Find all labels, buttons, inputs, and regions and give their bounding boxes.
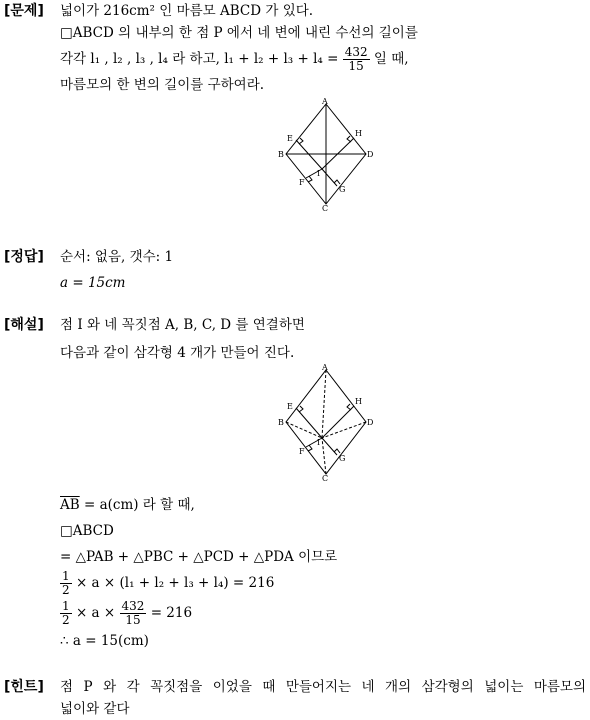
label2-i: I (317, 438, 321, 447)
perp2-e (296, 408, 322, 438)
eq2-fraction (60, 600, 72, 627)
segment-ia (322, 370, 326, 438)
right-angle-e (299, 138, 303, 144)
eq2-mid: × a × (75, 605, 116, 621)
eq2-fraction-2 (120, 600, 147, 627)
perp2-g (322, 438, 337, 455)
problem-fraction (343, 46, 370, 73)
eq1-fraction (60, 570, 72, 597)
solution-line-1: 점 I 와 네 꼭짓점 A, B, C, D 를 연결하면 (60, 317, 305, 333)
problem-fraction-den: 15 (348, 59, 364, 73)
rhombus-figure-1 (276, 98, 378, 212)
label-g: G (339, 185, 346, 194)
segment-ib (286, 422, 322, 438)
right-angle2-e (299, 406, 303, 412)
label-a: A (322, 98, 328, 106)
label-b: B (278, 150, 284, 159)
perp2-h (322, 406, 354, 438)
eq2-fraction-num: 1 (62, 599, 70, 613)
problem-line-2: □ABCD 의 내부의 한 점 P 에서 네 변에 내린 수선의 길이를 (60, 25, 418, 41)
label2-f: F (299, 447, 305, 456)
eq2-fraction2-num: 432 (121, 599, 145, 613)
eq1-fraction-den: 2 (62, 583, 70, 597)
label2-g: G (339, 454, 346, 463)
answer-body (60, 246, 586, 294)
label2-b: B (278, 418, 284, 427)
problem-line-4: 마름모의 한 변의 길이를 구하여라. (60, 77, 265, 93)
solution-tag: [해설] (4, 317, 44, 333)
label-e: E (287, 134, 293, 143)
problem-line-1: 넓이가 216cm² 인 마름모 ABCD 가 있다. (60, 3, 314, 19)
perpendicular-g (322, 169, 337, 186)
solution-ab-line (60, 494, 586, 516)
eq1-rest: × a × (l₁ + l₂ + l₃ + l₄) = 216 (75, 575, 275, 591)
label2-c: C (322, 474, 329, 482)
rhombus-figure-2 (276, 364, 378, 482)
answer-line-1: 순서: 없음, 갯수: 1 (60, 249, 174, 265)
answer-tag: [정답] (4, 249, 44, 265)
eq1-fraction-num: 1 (62, 569, 70, 583)
hint-body (60, 676, 586, 720)
solution-eq1 (60, 568, 586, 598)
label2-d: D (367, 418, 374, 427)
segment-ic (322, 438, 326, 474)
label-h: H (355, 129, 362, 138)
label-i: I (317, 169, 321, 178)
answer-line-2: a = 15cm (60, 275, 126, 291)
problem-line-3-text: 각각 l₁ , l₂ , l₃ , l₄ 라 하고, l₁ + l₂ + l₃ + l₄ = (60, 51, 339, 67)
solution-eq2 (60, 598, 586, 628)
right-angle2-h (347, 404, 351, 410)
right-angle-h (347, 136, 351, 142)
label2-h: H (355, 397, 362, 406)
problem-line-3 (60, 44, 586, 73)
eq2-fraction-den: 2 (62, 613, 70, 627)
hint-line-2: 넓이와 같다 (60, 701, 130, 717)
rhombus-outline-2 (286, 370, 366, 474)
label2-e: E (287, 402, 293, 411)
solution-conclusion: ∴ a = 15(cm) (60, 633, 149, 649)
solution-sum-line: = △PAB + △PBC + △PCD + △PDA 이므로 (60, 549, 338, 565)
segment-ab: $\overline{AB}$ (60, 497, 80, 513)
problem-suffix: 일 때, (373, 51, 409, 67)
solution-line-2: 다음과 같이 삼각형 4 개가 만들어 진다. (60, 345, 295, 361)
label2-a: A (322, 364, 328, 372)
solution-body (60, 314, 586, 364)
problem-tag: [문제] (4, 3, 44, 19)
solution-square-line: □ABCD (60, 523, 114, 539)
problem-fraction-num: 432 (344, 45, 368, 59)
hint-tag: [힌트] (4, 679, 44, 695)
problem-body (60, 0, 586, 96)
hint-line-1: 점 P 와 각 꼭짓점을 이었을 때 만들어지는 네 개의 삼각형의 넓이는 마름모의 (60, 679, 586, 695)
label-d: D (367, 150, 374, 159)
solution-ab-rest: = a(cm) 라 할 때, (79, 497, 195, 513)
eq2-rest: = 216 (150, 605, 193, 621)
label-c: C (322, 204, 329, 212)
label-f: F (299, 178, 305, 187)
eq2-fraction2-den: 15 (125, 613, 141, 627)
